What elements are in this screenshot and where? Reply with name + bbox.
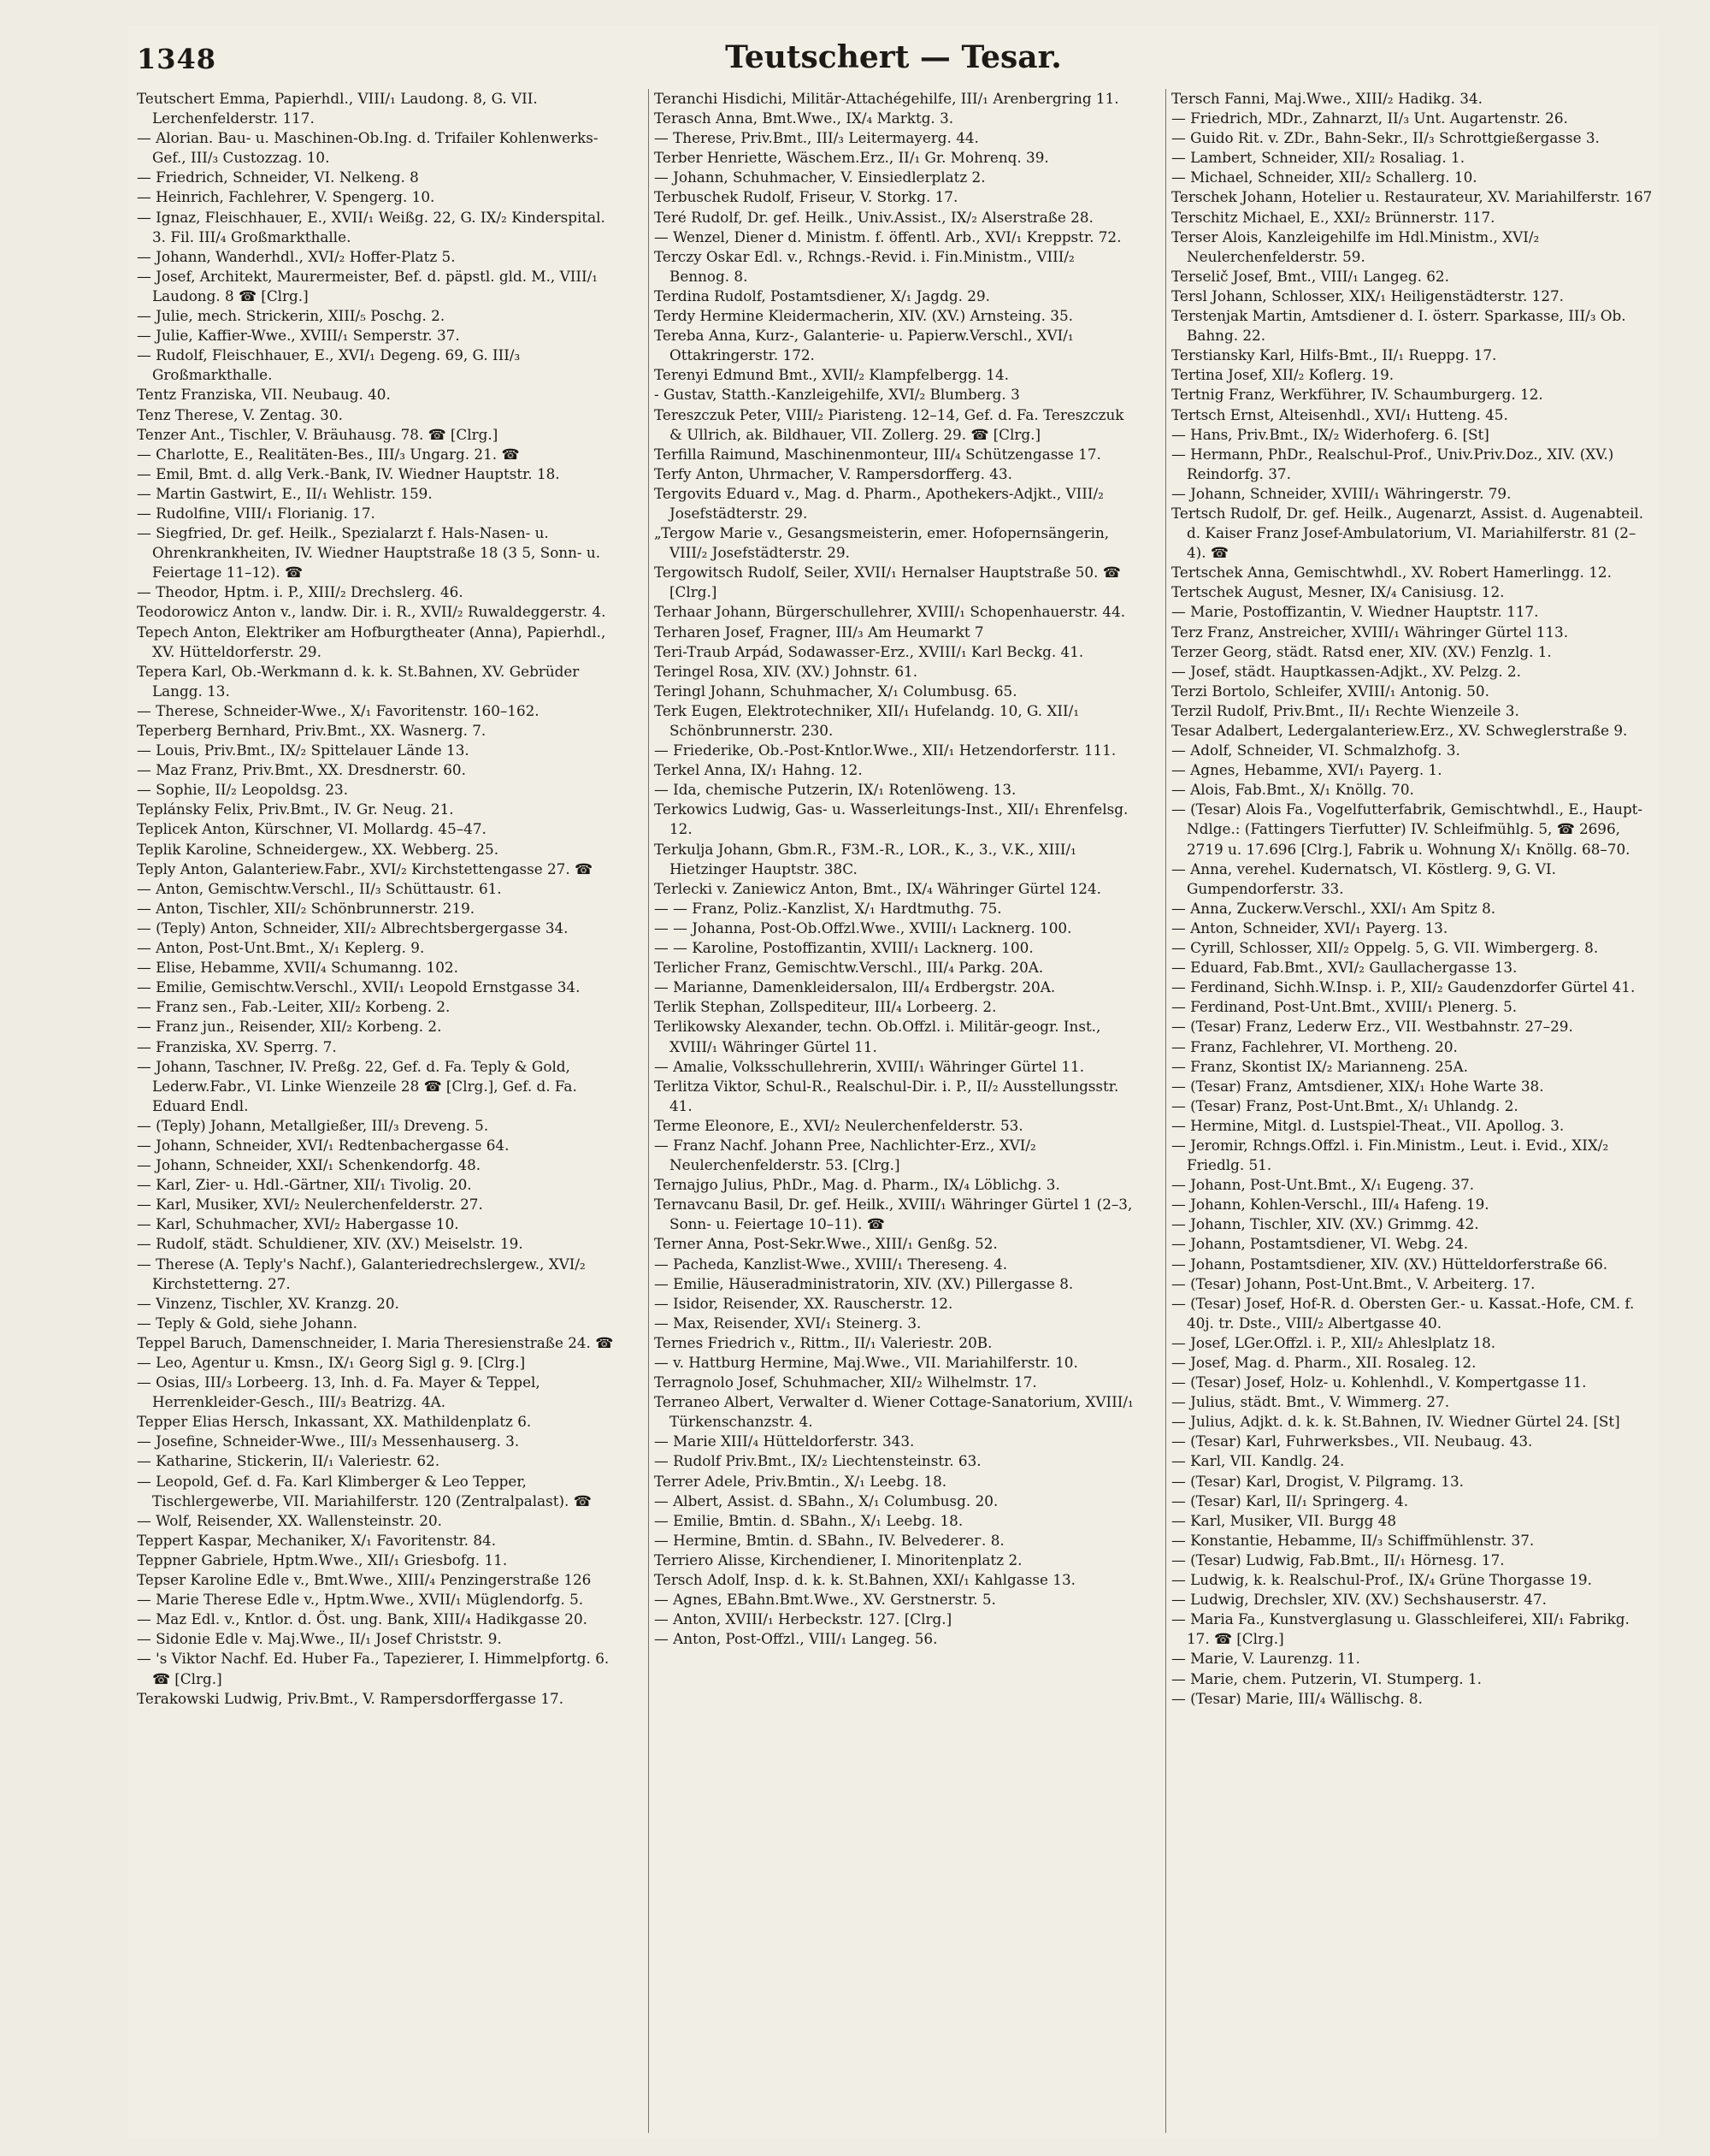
directory-entry: — Therese, Schneider-Wwe., X/₁ Favoritenstr. 160–162. xyxy=(137,701,540,719)
directory-entry: — Johann, Schuhmacher, V. Einsiedlerplatz 2. xyxy=(654,168,986,186)
directory-entry: — Friedrich, MDr., Zahnarzt, II/₃ Unt. Augartenstr. 26. xyxy=(1171,109,1568,127)
directory-entry: Terschitz Michael, E., XXI/₂ Brünnerstr. 117. xyxy=(1171,208,1495,226)
directory-entry: Terriero Alisse, Kirchendiener, I. Minoritenplatz 2. xyxy=(654,1551,1023,1568)
directory-entry: Tergovits Eduard v., Mag. d. Pharm., Apothekers-Adjkt., VIII/₂ Josefstädterstr. 29. xyxy=(654,484,1104,522)
directory-entry: — Eduard, Fab.Bmt., XVI/₂ Gaullachergasse 13. xyxy=(1171,959,1518,977)
directory-entry: — Franz sen., Fab.-Leiter, XII/₂ Korbeng. 2. xyxy=(137,998,451,1016)
directory-entry: — Karl, Zier- u. Hdl.-Gärtner, XII/₁ Tivolig. 20. xyxy=(137,1176,472,1194)
directory-entry: — Agnes, Hebamme, XVI/₁ Payerg. 1. xyxy=(1171,761,1442,779)
directory-entry: — (Tesar) Franz, Post-Unt.Bmt., X/₁ Uhlandg. 2. xyxy=(1171,1096,1518,1114)
directory-entry: Terrer Adele, Priv.Bmtin., X/₁ Leebg. 18. xyxy=(654,1472,947,1490)
directory-entry: Terkulja Johann, Gbm.R., F3M.‑R., LOR., K., 3., V.K., XIII/₁ Hietzinger Hauptstr. 38C. xyxy=(654,840,1076,877)
directory-entry: — Marie, chem. Putzerin, VI. Stumperg. 1. xyxy=(1171,1669,1482,1687)
directory-entry: Teranchi Hisdichi, Militär-Attachégehilfe, III/₁ Arenbergring 11. xyxy=(654,90,1119,107)
directory-entry: Tepser Karoline Edle v., Bmt.Wwe., XIII/₄ Penzingerstraße 126 xyxy=(137,1571,592,1589)
directory-entry: Tepper Elias Hersch, Inkassant, XX. Mathildenplatz 6. xyxy=(137,1413,532,1431)
directory-entry: Terhaar Johann, Bürgerschullehrer, XVIII/₁ Schopenhauerstr. 44. xyxy=(654,603,1126,621)
directory-entry: — (Tesar) Karl, Drogist, V. Pilgramg. 13. xyxy=(1171,1472,1464,1490)
page-number: 1348 xyxy=(137,43,217,75)
directory-entry: Terkel Anna, IX/₁ Hahng. 12. xyxy=(654,761,863,779)
directory-entry: — Vinzenz, Tischler, XV. Kranzg. 20. xyxy=(137,1294,399,1312)
directory-entry: — Karl, VII. Kandlg. 24. xyxy=(1171,1452,1345,1470)
directory-entry: — Cyrill, Schlosser, XII/₂ Oppelg. 5, G. VII. Wimbergerg. 8. xyxy=(1171,939,1599,957)
directory-entry: — (Tesar) Ludwig, Fab.Bmt., II/₁ Hörnesg. 17. xyxy=(1171,1551,1505,1568)
directory-entry: — Franziska, XV. Sperrg. 7. xyxy=(137,1037,337,1055)
directory-entry: — Johann, Taschner, IV. Preßg. 22, Gef. d. Fa. Teply & Gold, Lederw.Fabr., VI. Linke Wienzeile 28 ☎ [Clrg.], Gef. d. Fa. Eduard Endl. xyxy=(137,1057,577,1114)
directory-entry: — Albert, Assist. d. SBahn., X/₁ Columbusg. 20. xyxy=(654,1491,999,1509)
directory-entry: Tereszczuk Peter, VIII/₂ Piaristeng. 12–14, Gef. d. Fa. Tereszczuk & Ullrich, ak. Bildhauer, VII. Zollerg. 29. ☎ [Clrg.] xyxy=(654,405,1124,443)
directory-entry: — Amalie, Volksschullehrerin, XVIII/₁ Währinger Gürtel 11. xyxy=(654,1057,1085,1075)
directory-entry: — Johann, Wanderhdl., XVI/₂ Hoffer-Platz 5. xyxy=(137,247,456,265)
directory-column-2 xyxy=(654,89,1137,2141)
directory-entry: — Karl, Schuhmacher, XVI/₂ Habergasse 10. xyxy=(137,1215,459,1233)
directory-entry: — Friederike, Ob.-Post-Kntlor.Wwe., XII/₁ Hetzendorferstr. 111. xyxy=(654,741,1117,759)
directory-entry: Terlicher Franz, Gemischtw.Verschl., III/₄ Parkg. 20A. xyxy=(654,959,1044,977)
directory-entry: Terz Franz, Anstreicher, XVIII/₁ Währinger Gürtel 113. xyxy=(1171,623,1569,641)
directory-entry: „Tergow Marie v., Gesangsmeisterin, emer. Hofopernsängerin, VIII/₂ Josefstädterstr. 29. xyxy=(654,524,1110,562)
directory-entry: — Hermann, PhDr., Realschul-Prof., Univ.Priv.Doz., XIV. (XV.) Reindorfg. 37. xyxy=(1171,445,1614,482)
directory-entry: Tersch Adolf, Insp. d. k. k. St.Bahnen, XXI/₁ Kahlgasse 13. xyxy=(654,1571,1076,1589)
directory-entry: Ternes Friedrich v., Rittm., II/₁ Valeriestr. 20B. xyxy=(654,1333,993,1351)
directory-entry: Terstiansky Karl, Hilfs-Bmt., II/₁ Rueppg. 17. xyxy=(1171,346,1497,364)
directory-entry: Teringel Rosa, XIV. (XV.) Johnstr. 61. xyxy=(654,662,918,680)
directory-entry: — Julius, städt. Bmt., V. Wimmerg. 27. xyxy=(1171,1393,1450,1411)
directory-entry: — Josefine, Schneider-Wwe., III/₃ Messenhauserg. 3. xyxy=(137,1432,520,1450)
directory-entry: — Josef, Architekt, Maurermeister, Bef. d. päpstl. gld. M., VIII/₁ Laudong. 8 ☎ [Clrg.] xyxy=(137,267,598,304)
directory-entry: — Emilie, Gemischtw.Verschl., XVII/₁ Leopold Ernstgasse 34. xyxy=(137,978,581,996)
directory-entry: — Ludwig, k. k. Realschul-Prof., IX/₄ Grüne Thorgasse 19. xyxy=(1171,1571,1592,1589)
directory-entry: Terlikowsky Alexander, techn. Ob.Offzl. i. Militär-geogr. Inst., XVIII/₁ Währinger Gürtel 11. xyxy=(654,1018,1101,1055)
directory-entry: — Julie, Kaffier-Wwe., XVIII/₁ Semperstr. 37. xyxy=(137,327,460,345)
directory-entry: — Konstantie, Hebamme, II/₃ Schiffmühlenstr. 37. xyxy=(1171,1531,1535,1549)
directory-entry: Teppel Baruch, Damenschneider, I. Maria Theresienstraße 24. ☎ xyxy=(137,1333,614,1351)
directory-entry: — Therese, Priv.Bmt., III/₃ Leitermayerg. 44. xyxy=(654,129,979,147)
directory-entry: — Siegfried, Dr. gef. Heilk., Spezialarzt f. Hals-Nasen- u. Ohrenkrankheiten, IV. Wiedner Hauptstraße 18 (3 5, Sonn- u. Feiertage 11–12). ☎ xyxy=(137,524,601,582)
directory-entry: — Anna, Zuckerw.Verschl., XXI/₁ Am Spitz 8. xyxy=(1171,899,1496,917)
directory-entry: — Rudolf, städt. Schuldiener, XIV. (XV.) Meiselstr. 19. xyxy=(137,1235,523,1253)
directory-entry: Terstenjak Martin, Amtsdiener d. I. österr. Sparkasse, III/₃ Ob. Bahng. 22. xyxy=(1171,307,1626,345)
directory-entry: Tentz Franziska, VII. Neubaug. 40. xyxy=(137,386,391,404)
directory-entry: Teri-Traub Arpád, Sodawasser-Erz., XVIII/₁ Karl Beckg. 41. xyxy=(654,642,1084,660)
directory-entry: Terlitza Viktor, Schul-R., Realschul-Dir. i. P., II/₂ Ausstellungsstr. 41. xyxy=(654,1077,1119,1114)
directory-entry: Terzil Rudolf, Priv.Bmt., II/₁ Rechte Wienzeile 3. xyxy=(1171,701,1519,719)
directory-entry: — (Tesar) Alois Fa., Vogelfutterfabrik, Gemischtwhdl., E., Haupt-Ndlge.: (Fattingers Tierfutter) IV. Schleifmühlg. 5, ☎ 2696, 2719 u. 17.696 [Clrg.], Fabrik u. Wohnung X/₁ Knöllg. 68–70. xyxy=(1171,800,1643,858)
directory-entry: — Martin Gastwirt, E., II/₁ Wehlistr. 159. xyxy=(137,484,433,502)
directory-entry: — Hermine, Mitgl. d. Lustspiel-Theat., VII. Apollog. 3. xyxy=(1171,1116,1565,1134)
directory-entry: Terlecki v. Zaniewicz Anton, Bmt., IX/₄ Währinger Gürtel 124. xyxy=(654,879,1101,897)
directory-entry: — Anna, verehel. Kudernatsch, VI. Köstlerg. 9, G. VI. Gumpendorferstr. 33. xyxy=(1171,859,1556,897)
directory-entry: Terasch Anna, Bmt.Wwe., IX/₄ Marktg. 3. xyxy=(654,109,954,127)
directory-entry: — Anton, Post-Unt.Bmt., X/₁ Keplerg. 9. xyxy=(137,939,425,957)
directory-entry: — Ignaz, Fleischhauer, E., XVII/₁ Weißg. 22, G. IX/₂ Kinderspital. 3. Fil. III/₄ Großmarkthalle. xyxy=(137,208,605,245)
directory-entry: — Michael, Schneider, XII/₂ Schallerg. 10. xyxy=(1171,168,1477,186)
directory-entry: — Pacheda, Kanzlist-Wwe., XVIII/₁ Thereseng. 4. xyxy=(654,1255,1008,1273)
directory-entry: — Sophie, II/₂ Leopoldsg. 23. xyxy=(137,781,349,799)
directory-entry: — Hermine, Bmtin. d. SBahn., IV. Belvederег. 8. xyxy=(654,1531,1005,1549)
directory-entry: — Leo, Agentur u. Kmsn., IX/₁ Georg Sigl g. 9. [Clrg.] xyxy=(137,1354,526,1371)
directory-entry: — Wenzel, Diener d. Ministm. f. öffentl. Arb., XVI/₁ Kreppstr. 72. xyxy=(654,227,1122,245)
directory-entry: Teré Rudolf, Dr. gef. Heilk., Univ.Assist., IX/₂ Alserstraße 28. xyxy=(654,208,1094,226)
directory-entry: - Gustav, Statth.-Kanzleigehilfe, XVI/₂ Blumberg. 3 xyxy=(654,386,1020,404)
page-header xyxy=(128,36,1659,79)
directory-entry: Ternavcanu Basil, Dr. gef. Heilk., XVIII/₁ Währinger Gürtel 1 (2–3, Sonn- u. Feiertage 10–11). ☎ xyxy=(654,1196,1133,1233)
directory-entry: Tenz Therese, V. Zentag. 30. xyxy=(137,405,343,423)
directory-entry: Terschek Johann, Hotelier u. Restaurateur, XV. Mariahilferstr. 167 xyxy=(1171,188,1653,206)
directory-entry: Terlik Stephan, Zollspediteur, III/₄ Lorbeerg. 2. xyxy=(654,998,997,1016)
directory-entry: Tertschek Anna, Gemischtwhdl., XV. Robert Hamerlingg. 12. xyxy=(1171,564,1612,582)
directory-entry: — Ferdinand, Sichh.W.Insp. i. P., XII/₂ Gaudenzdorfer Gürtel 41. xyxy=(1171,978,1636,996)
directory-entry: — (Tesar) Karl, Fuhrwerksbes., VII. Neubaug. 43. xyxy=(1171,1432,1533,1450)
directory-entry: — Hans, Priv.Bmt., IX/₂ Widerhoferg. 6. [St] xyxy=(1171,425,1489,443)
directory-entry: — Sidonie Edle v. Maj.Wwe., II/₁ Josef Christstr. 9. xyxy=(137,1630,502,1648)
directory-entry: — Johann, Schneider, XXI/₁ Schenkendorfg. 48. xyxy=(137,1156,481,1174)
directory-entry: — (Tesar) Josef, Hof-R. d. Obersten Ger.- u. Kassat.-Hofe, CM. f. 40j. tr. Dste., VIII/₂ Albertgasse 40. xyxy=(1171,1294,1635,1332)
directory-entry: Terner Anna, Post-Sekr.Wwe., XIII/₁ Genßg. 52. xyxy=(654,1235,998,1253)
directory-entry: — Josef, LGer.Offzl. i. P., XII/₂ Ahleslplatz 18. xyxy=(1171,1333,1496,1351)
directory-entry: — Teply & Gold, siehe Johann. xyxy=(137,1314,357,1332)
directory-entry: Tertnig Franz, Werkführer, IV. Schaumburgerg. 12. xyxy=(1171,386,1543,404)
running-title: Teutschert — Tesar. xyxy=(725,39,1062,75)
directory-entry: — (Tesar) Franz, Lederw Erz., VII. Westbahnstr. 27–29. xyxy=(1171,1018,1573,1036)
directory-entry: — Marie Therese Edle v., Hptm.Wwe., XVII/₁ Müglendorfg. 5. xyxy=(137,1591,584,1609)
directory-entry: Teppert Kaspar, Mechaniker, X/₁ Favoritenstr. 84. xyxy=(137,1531,497,1549)
directory-entry: Tergowitsch Rudolf, Seiler, XVII/₁ Hernalser Hauptstraße 50. ☎ [Clrg.] xyxy=(654,564,1121,601)
directory-entry: — Anton, Post-Offzl., VIII/₁ Langeg. 56. xyxy=(654,1630,938,1648)
directory-entry: Terczy Oskar Edl. v., Rchngs.-Revid. i. Fin.Ministm., VIII/₂ Bennog. 8. xyxy=(654,247,1075,285)
directory-entry: — Elise, Hebamme, XVII/₄ Schumanng. 102. xyxy=(137,959,458,977)
directory-entry: — Emil, Bmt. d. allg Verk.-Bank, IV. Wiedner Hauptstr. 18. xyxy=(137,464,560,482)
directory-entry: Terzer Georg, städt. Ratsd ener, XIV. (XV.) Fenzlg. 1. xyxy=(1171,642,1552,660)
directory-entry: — Louis, Priv.Bmt., IX/₂ Spittelauer Lände 13. xyxy=(137,741,469,759)
directory-entry: — Osias, III/₃ Lorbeerg. 13, Inh. d. Fa. Mayer & Teppel, Herrenkleider-Gesch., III/₃ Beatrizg. 4A. xyxy=(137,1373,540,1411)
directory-entry: — Maz Franz, Priv.Bmt., XX. Dresdnerstr. 60. xyxy=(137,761,466,779)
directory-entry: — Leopold, Gef. d. Fa. Karl Klimberger & Leo Tepper, Tischlergewerbe, VII. Mariahilferstr. 120 (Zentralpalast). ☎ xyxy=(137,1472,592,1509)
directory-entry: — Isidor, Reisender, XX. Rauscherstr. 12. xyxy=(654,1294,953,1312)
directory-entry: — Ida, chemische Putzerin, IX/₁ Rotenlöweng. 13. xyxy=(654,781,1017,799)
directory-entry: — Adolf, Schneider, VI. Schmalzhofg. 3. xyxy=(1171,741,1460,759)
directory-entry: — Karl, Musiker, VII. Burgg 48 xyxy=(1171,1511,1397,1529)
directory-entry: — Marie, V. Laurenzg. 11. xyxy=(1171,1650,1360,1668)
directory-entry: Terragnolo Josef, Schuhmacher, XII/₂ Wilhelmstr. 17. xyxy=(654,1373,1037,1391)
directory-entry: Terenyi Edmund Bmt., XVII/₂ Klampfelbergg. 14. xyxy=(654,366,1009,384)
directory-column-1 xyxy=(137,89,620,2141)
directory-entry: Terbuschek Rudolf, Friseur, V. Storkg. 17. xyxy=(654,188,958,206)
directory-entry: — Johann, Postamtsdiener, VI. Webg. 24. xyxy=(1171,1235,1469,1253)
directory-entry: Terharen Josef, Fragner, III/₃ Am Heumarkt 7 xyxy=(654,623,984,641)
directory-entry: — v. Hattburg Hermine, Maj.Wwe., VII. Mariahilferstr. 10. xyxy=(654,1354,1078,1371)
directory-entry: Tertsch Ernst, Alteisenhdl., XVI/₁ Hutteng. 45. xyxy=(1171,405,1508,423)
directory-entry: Terk Eugen, Elektrotechniker, XII/₁ Hufelandg. 10, G. XII/₁ Schönbrunnerstr. 230. xyxy=(654,701,1080,739)
directory-entry: — Maz Edl. v., Kntlor. d. Öst. ung. Bank, XIII/₄ Hadikgasse 20. xyxy=(137,1610,587,1628)
directory-entry: — Johann, Post-Unt.Bmt., X/₁ Eugeng. 37. xyxy=(1171,1176,1475,1194)
directory-entry: Teplánsky Felix, Priv.Bmt., IV. Gr. Neug. 21. xyxy=(137,800,454,818)
directory-entry: — Karl, Musiker, XVI/₂ Neulerchenfelderstr. 27. xyxy=(137,1196,483,1214)
directory-entry: — Julie, mech. Strickerin, XIII/₅ Poschg. 2. xyxy=(137,307,445,325)
directory-entry: — Therese (A. Teply's Nachf.), Galanteriedrechslergew., XVI/₂ Kirchstetterng. 27. xyxy=(137,1255,586,1292)
directory-entry: — Ludwig, Drechsler, XIV. (XV.) Sechshauserstr. 47. xyxy=(1171,1591,1547,1609)
directory-entry: — Julius, Adjkt. d. k. k. St.Bahnen, IV. Wiedner Gürtel 24. [St] xyxy=(1171,1413,1620,1431)
directory-entry: — Rudolf Priv.Bmt., IX/₂ Liechtensteinstr. 63. xyxy=(654,1452,982,1470)
directory-entry: — Ferdinand, Post-Unt.Bmt., XVIII/₁ Plenerg. 5. xyxy=(1171,998,1518,1016)
directory-entry: — Marianne, Damenkleidersalon, III/₄ Erdbergstr. 20A. xyxy=(654,978,1056,996)
directory-entry: — Rudolf, Fleischhauer, E., XVI/₁ Degeng. 69, G. III/₃ Großmarkthalle. xyxy=(137,346,521,384)
directory-entry: Tenzer Ant., Tischler, V. Bräuhausg. 78. ☎ [Clrg.] xyxy=(137,425,498,443)
directory-entry: — Emilie, Bmtin. d. SBahn., X/₁ Leebg. 18. xyxy=(654,1511,964,1529)
directory-entry: — Johann, Kohlen-Verschl., III/₄ Hafeng. 19. xyxy=(1171,1196,1489,1214)
directory-entry: — Theodor, Hptm. i. P., XIII/₂ Drechslerg. 46. xyxy=(137,583,463,601)
directory-entry: Terdina Rudolf, Postamtsdiener, X/₁ Jagdg. 29. xyxy=(654,286,990,304)
directory-entry: — Agnes, EBahn.Bmt.Wwe., XV. Gerstnerstr. 5. xyxy=(654,1591,996,1609)
directory-entry: — Johann, Schneider, XVI/₁ Redtenbachergasse 64. xyxy=(137,1136,510,1154)
directory-entry: — Friedrich, Schneider, VI. Nelkeng. 8 xyxy=(137,168,419,186)
directory-entry: — Franz Nachf. Johann Pree, Nachlichter-Erz., XVI/₂ Neulerchenfelderstr. 53. [Clrg.] xyxy=(654,1136,1036,1174)
directory-entry: Terser Alois, Kanzleigehilfe im Hdl.Ministm., XVI/₂ Neulerchenfelderstr. 59. xyxy=(1171,227,1540,265)
directory-entry: — Alorian. Bau- u. Maschinen-Ob.Ing. d. Trifailer Kohlenwerks-Gef., III/₃ Custozzag. 10. xyxy=(137,129,598,167)
directory-entry: Teodorowicz Anton v., landw. Dir. i. R., XVII/₂ Ruwaldeggerstr. 4. xyxy=(137,603,606,621)
directory-entry: Tereba Anna, Kurz-, Galanterie- u. Papierw.Verschl., XVI/₁ Ottakringerstr. 172. xyxy=(654,327,1074,364)
directory-entry: Teplik Karoline, Schneidergew., XX. Webberg. 25. xyxy=(137,840,499,858)
directory-entry: Teutschert Emma, Papierhdl., VIII/₁ Laudong. 8, G. VII. Lerchenfelderstr. 117. xyxy=(137,90,538,127)
directory-entry: — Franz, Fachlehrer, VI. Mortheng. 20. xyxy=(1171,1037,1458,1055)
directory-entry: — Marie XIII/₄ Hütteldorferstr. 343. xyxy=(654,1432,915,1450)
directory-entry: — Guido Rit. v. ZDr., Bahn-Sekr., II/₃ Schrottgießergasse 3. xyxy=(1171,129,1600,147)
directory-entry: — (Tesar) Marie, III/₄ Wällischg. 8. xyxy=(1171,1689,1423,1707)
directory-entry: — Anton, Schneider, XVI/₁ Payerg. 13. xyxy=(1171,919,1448,936)
directory-entry: Terakowski Ludwig, Priv.Bmt., V. Rampersdorffergasse 17. xyxy=(137,1689,564,1707)
directory-entry: — Marie, Postoffizantin, V. Wiedner Hauptstr. 117. xyxy=(1171,603,1539,621)
directory-entry: — Alois, Fab.Bmt., X/₁ Knöllg. 70. xyxy=(1171,781,1414,799)
directory-entry: Terfy Anton, Uhrmacher, V. Rampersdorfferg. 43. xyxy=(654,464,1012,482)
directory-entry: — Johann, Postamtsdiener, XIV. (XV.) Hütteldorferstraße 66. xyxy=(1171,1255,1608,1273)
directory-columns xyxy=(137,89,1659,2141)
directory-entry: — Maria Fa., Kunstverglasung u. Glasschleiferei, XII/₁ Fabrikg. 17. ☎ [Clrg.] xyxy=(1171,1610,1630,1648)
directory-entry: Terselič Josef, Bmt., VIII/₁ Langeg. 62. xyxy=(1171,267,1449,285)
directory-entry: — — Franz, Poliz.-Kanzlist, X/₁ Hardtmuthg. 75. xyxy=(654,899,1002,917)
directory-entry: — Wolf, Reisender, XX. Wallensteinstr. 20. xyxy=(137,1511,442,1529)
directory-entry: — Charlotte, E., Realitäten-Bes., III/₃ Ungarg. 21. ☎ xyxy=(137,445,520,463)
directory-entry: Terber Henriette, Wäschem.Erz., II/₁ Gr. Mohrenq. 39. xyxy=(654,149,1049,167)
directory-entry: — (Teply) Johann, Metallgießer, III/₃ Dreveng. 5. xyxy=(137,1116,489,1134)
directory-entry: — (Tesar) Franz, Amtsdiener, XIX/₁ Hohe Warte 38. xyxy=(1171,1077,1544,1095)
directory-entry: Teperberg Bernhard, Priv.Bmt., XX. Wasnerg. 7. xyxy=(137,722,486,739)
directory-entry: — Anton, XVIII/₁ Herbeckstr. 127. [Clrg.] xyxy=(654,1610,952,1628)
directory-entry: Terraneo Albert, Verwalter d. Wiener Cottage-Sanatorium, XVIII/₁ Türkenschanzstr. 4. xyxy=(654,1393,1134,1431)
directory-entry: — (Tesar) Karl, II/₁ Springerg. 4. xyxy=(1171,1491,1409,1509)
directory-entry: — Katharine, Stickerin, II/₁ Valeriestr. 62. xyxy=(137,1452,440,1470)
directory-entry: Terkowics Ludwig, Gas- u. Wasserleitungs-Inst., XII/₁ Ehrenfelsg. 12. xyxy=(654,800,1129,838)
directory-entry: — Johann, Schneider, XVIII/₁ Währingerstr. 79. xyxy=(1171,484,1512,502)
directory-entry: Teply Anton, Galanteriew.Fabr., XVI/₂ Kirchstettengasse 27. ☎ xyxy=(137,859,593,877)
directory-entry: — (Teply) Anton, Schneider, XII/₂ Albrechtsbergergasse 34. xyxy=(137,919,569,936)
directory-entry: — Heinrich, Fachlehrer, V. Spengerg. 10. xyxy=(137,188,435,206)
directory-entry: — Emilie, Häuseradministratorin, XIV. (XV.) Pillergasse 8. xyxy=(654,1274,1074,1292)
directory-entry: — Franz, Skontist IX/₂ Marianneng. 25A. xyxy=(1171,1057,1468,1075)
directory-entry: Tepech Anton, Elektriker am Hofburgtheater (Anna), Papierhdl., XV. Hütteldorferstr. 29. xyxy=(137,623,606,660)
directory-entry: Teplicek Anton, Kürschner, VI. Mollardg. 45–47. xyxy=(137,820,486,838)
directory-entry: Tertsch Rudolf, Dr. gef. Heilk., Augenarzt, Assist. d. Augenabteil. d. Kaiser Franz Josef-Ambulatorium, VI. Mariahilferstr. 81 (2–4). ☎ xyxy=(1171,504,1644,562)
directory-entry: Teringl Johann, Schuhmacher, X/₁ Columbusg. 65. xyxy=(654,682,1017,700)
directory-entry: Teppner Gabriele, Hptm.Wwe., XII/₁ Griesbofg. 11. xyxy=(137,1551,508,1568)
directory-entry: — Franz jun., Reisender, XII/₂ Korbeng. 2. xyxy=(137,1018,442,1036)
directory-column-3 xyxy=(1171,89,1654,2141)
directory-entry: — Anton, Gemischtw.Verschl., II/₃ Schüttaustr. 61. xyxy=(137,879,502,897)
directory-entry: Terzi Bortolo, Schleifer, XVIII/₁ Antonig. 50. xyxy=(1171,682,1489,700)
directory-entry: Terme Eleonore, E., XVI/₂ Neulerchenfelderstr. 53. xyxy=(654,1116,1023,1134)
directory-entry: — 's Viktor Nachf. Ed. Huber Fa., Tapezierer, I. Himmelpfortg. 6. ☎ [Clrg.] xyxy=(137,1650,610,1687)
directory-entry: Tersch Fanni, Maj.Wwe., XIII/₂ Hadikg. 34. xyxy=(1171,90,1483,107)
directory-entry: — (Tesar) Josef, Holz- u. Kohlenhdl., V. Kompertgasse 11. xyxy=(1171,1373,1587,1391)
directory-entry: — (Tesar) Johann, Post-Unt.Bmt., V. Arbeiterg. 17. xyxy=(1171,1274,1536,1292)
directory-entry: Tertina Josef, XII/₂ Koflerg. 19. xyxy=(1171,366,1395,384)
directory-entry: — — Johanna, Post-Ob.Offzl.Wwe., XVIII/₁ Lacknerg. 100. xyxy=(654,919,1072,936)
directory-entry: — Rudolfine, VIII/₁ Florianig. 17. xyxy=(137,504,375,522)
directory-entry: Terfilla Raimund, Maschinenmonteur, III/₄ Schützengasse 17. xyxy=(654,445,1101,463)
directory-entry: Ternajgo Julius, PhDr., Mag. d. Pharm., IX/₄ Löblichg. 3. xyxy=(654,1176,1060,1194)
directory-entry: — Josef, Mag. d. Pharm., XII. Rosaleg. 12. xyxy=(1171,1354,1477,1371)
directory-entry: — Anton, Tischler, XII/₂ Schönbrunnerstr. 219. xyxy=(137,899,475,917)
directory-entry: — Josef, städt. Hauptkassen-Adjkt., XV. Pelzg. 2. xyxy=(1171,662,1521,680)
directory-entry: — Max, Reisender, XVI/₁ Steinerg. 3. xyxy=(654,1314,922,1332)
directory-entry: Tertschek August, Mesner, IX/₄ Canisiusg. 12. xyxy=(1171,583,1505,601)
directory-entry: — — Karoline, Postoffizantin, XVIII/₁ Lacknerg. 100. xyxy=(654,939,1034,957)
directory-entry: — Jeromir, Rchngs.Offzl. i. Fin.Ministm., Leut. i. Evid., XIX/₂ Friedlg. 51. xyxy=(1171,1136,1609,1174)
directory-entry: — Lambert, Schneider, XII/₂ Rosaliag. 1. xyxy=(1171,149,1465,167)
directory-entry: — Johann, Tischler, XIV. (XV.) Grimmg. 42. xyxy=(1171,1215,1479,1233)
directory-entry: Terdy Hermine Kleidermacherin, XIV. (XV.) Arnsteing. 35. xyxy=(654,307,1073,325)
directory-entry: Tesar Adalbert, Ledergalanteriew.Erz., XV. Schweglerstraße 9. xyxy=(1171,722,1628,739)
directory-entry: Tersl Johann, Schlosser, XIX/₁ Heiligenstädterstr. 127. xyxy=(1171,286,1565,304)
directory-entry: Tepera Karl, Ob.-Werkmann d. k. k. St.Bahnen, XV. Gebrüder Langg. 13. xyxy=(137,662,580,700)
